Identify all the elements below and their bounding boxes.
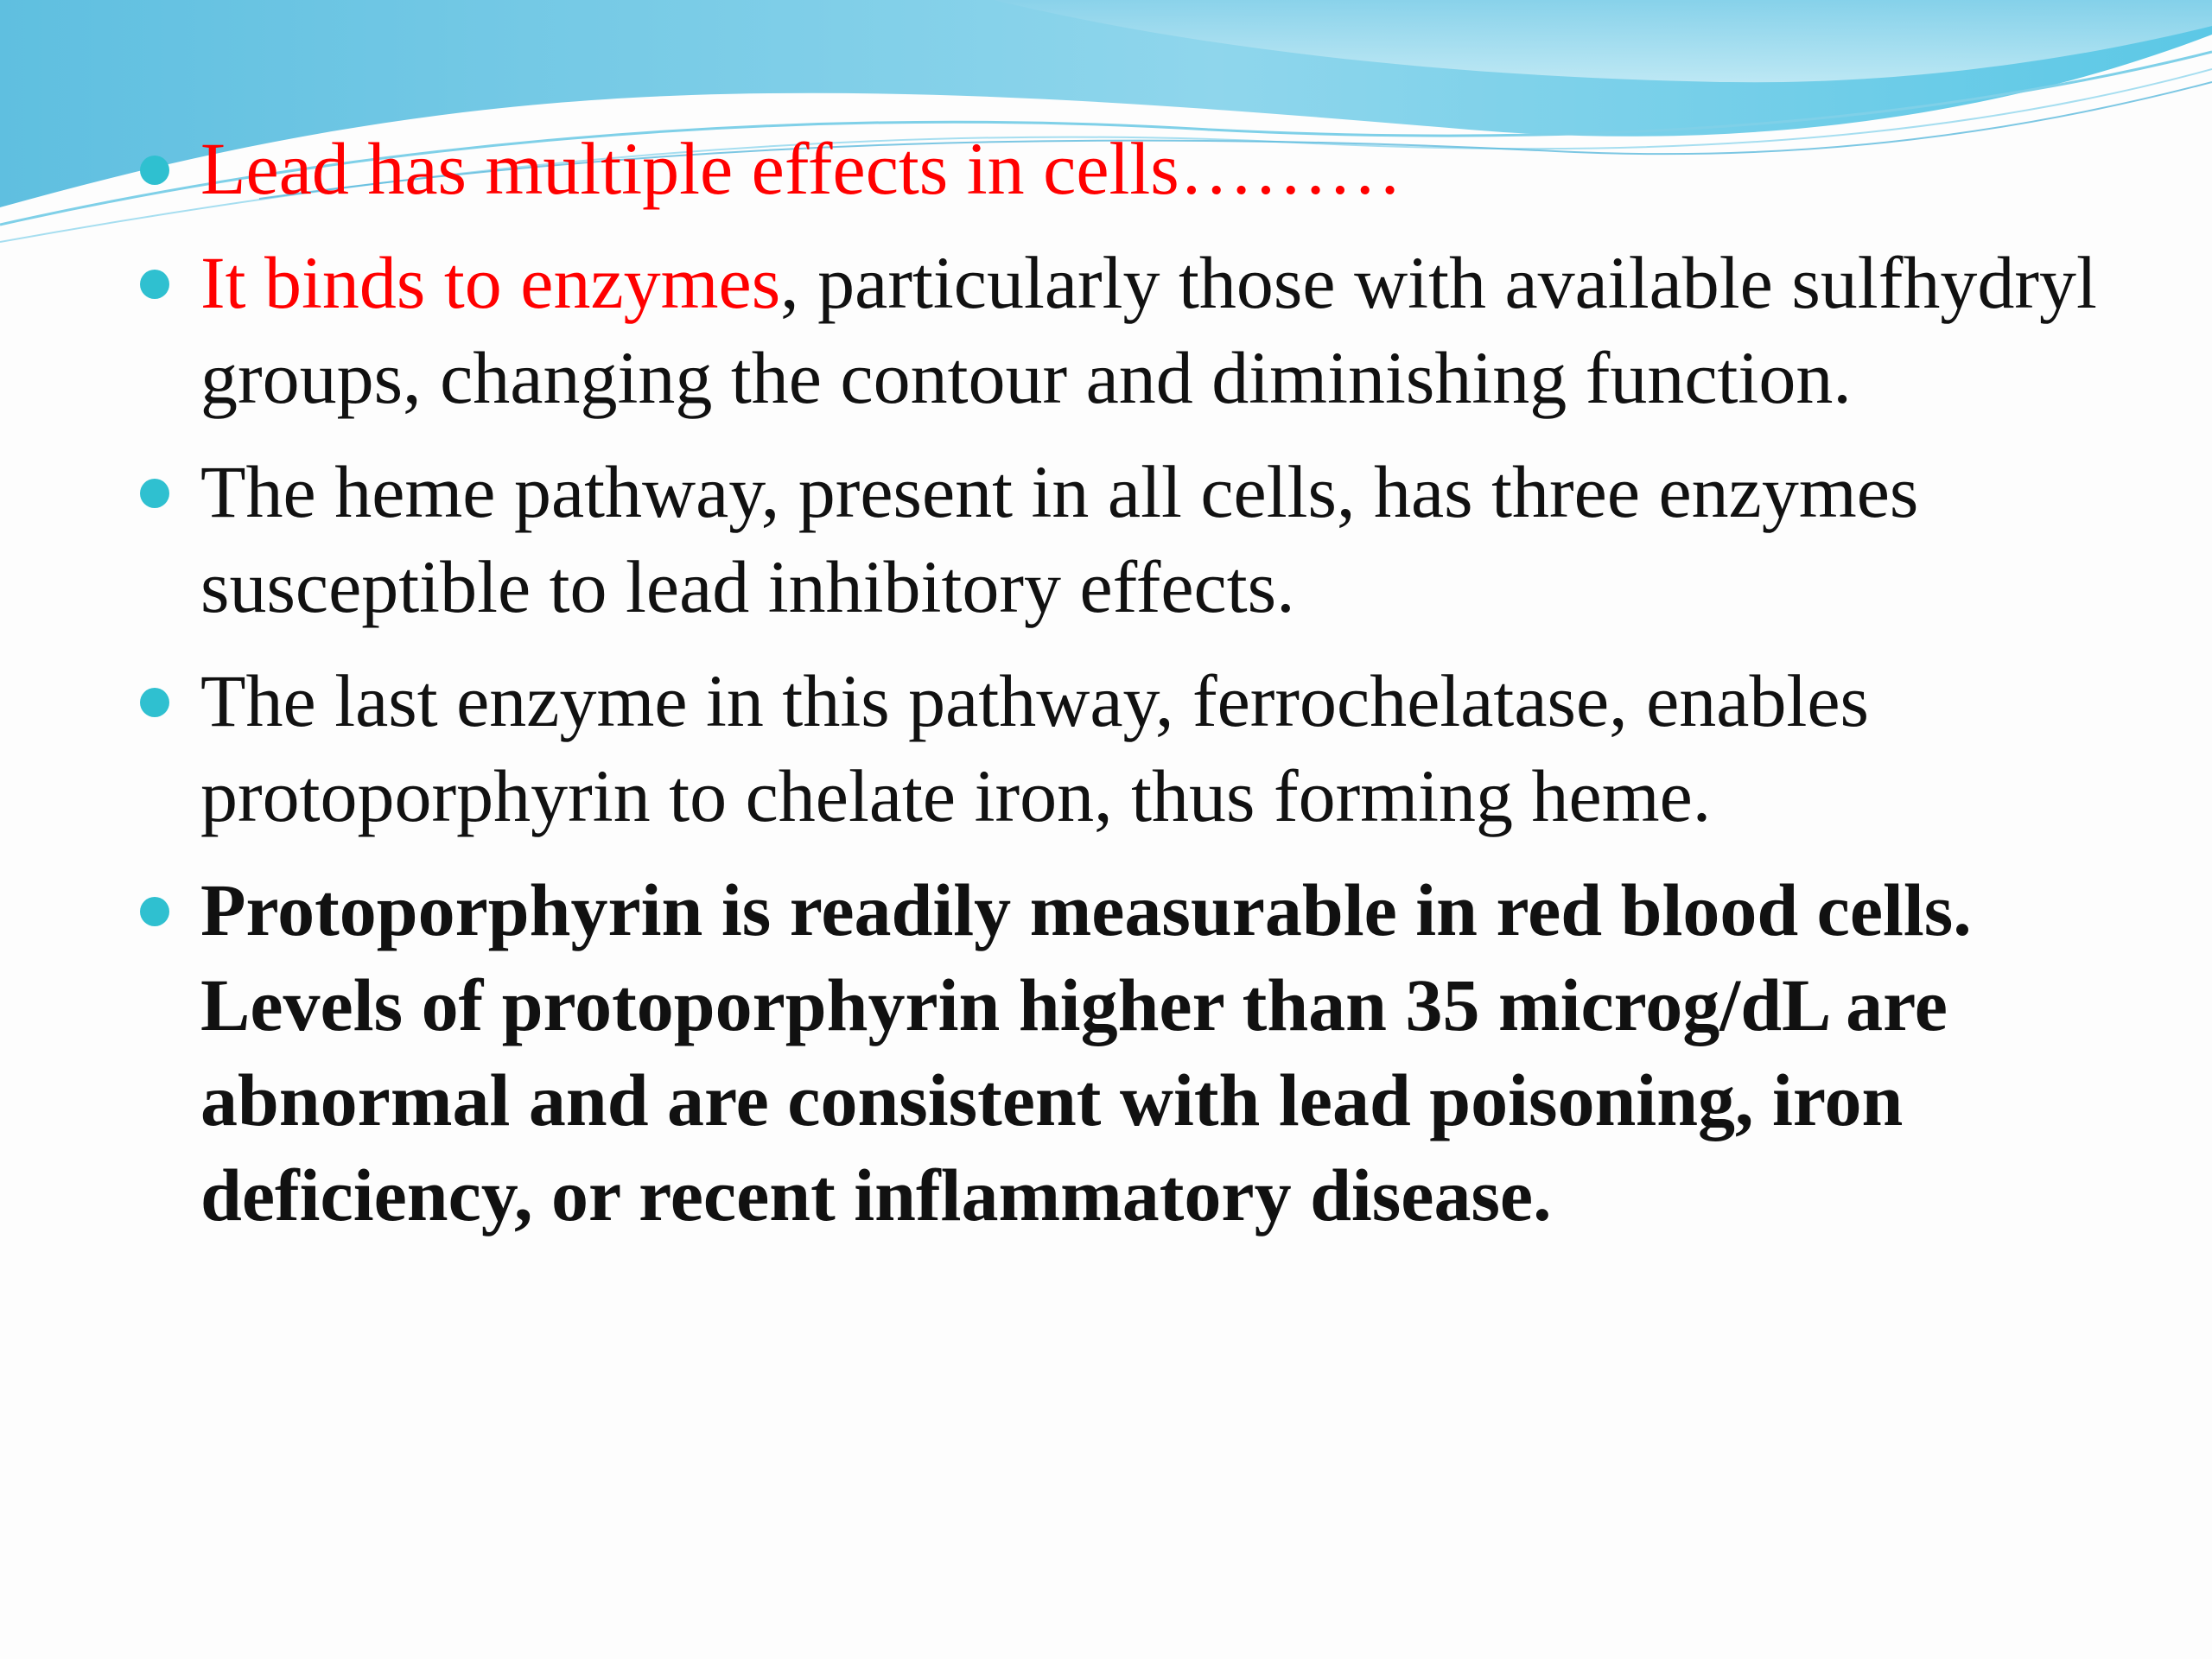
bullet-item-5: [0, 862, 2212, 1243]
bullet-text-red: It binds to enzymes: [200, 241, 781, 324]
bullet-dot-icon: [140, 156, 169, 185]
bullet-item-1: [0, 121, 2212, 216]
bullet-dot-icon: [140, 688, 169, 717]
bullet-item-3: [0, 444, 2212, 634]
bullet-text: Protoporphyrin is readily measurable in red blood cells. Levels of protoporphyrin higher than 35 microg/dL are abnormal and are consistent with lead poisoning, iron deficiency, or recent inflammatory disease.: [200, 868, 1972, 1236]
slide-content: [0, 121, 2212, 1590]
bullet-item-2: [0, 235, 2212, 425]
bullet-dot-icon: [140, 479, 169, 508]
bullet-text: , particularly those with available sulfhydryl groups, changing the contour and diminishing function.: [200, 241, 2097, 419]
bullet-list: [0, 121, 2212, 1243]
bullet-text: The heme pathway, present in all cells, has three enzymes susceptible to lead inhibitory effects.: [200, 450, 1919, 628]
bullet-text-red: Lead has multiple effects in cells………: [200, 127, 1402, 210]
bullet-dot-icon: [140, 270, 169, 299]
bullet-item-4: [0, 653, 2212, 843]
bullet-dot-icon: [140, 897, 169, 926]
bullet-text: The last enzyme in this pathway, ferrochelatase, enables protoporphyrin to chelate iron, thus forming heme.: [200, 659, 1870, 837]
